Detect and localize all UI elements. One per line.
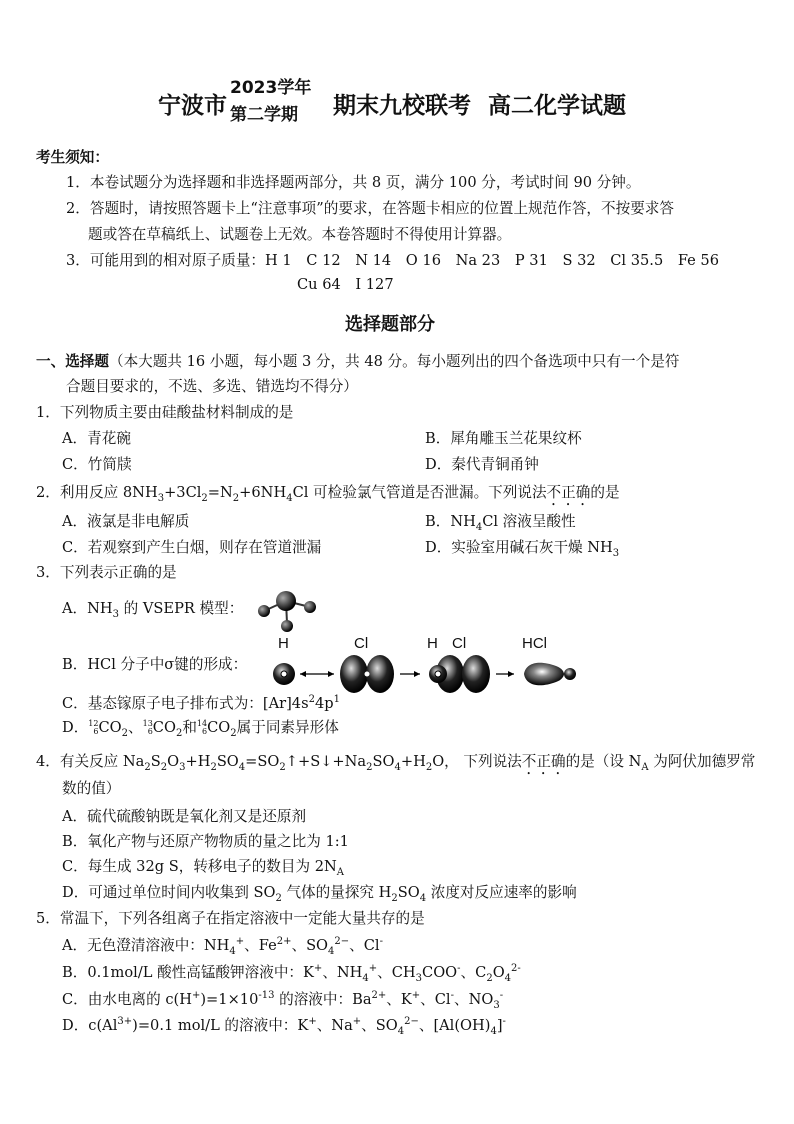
q3-option-a-text: A．NH [62, 600, 113, 617]
diagram-label-h: H [278, 635, 289, 652]
q5-option-d: D．$c(Al^{3+})=0.1$ mol/L 的溶液中：K+、Na+、$SO_4^{2-}$、$[Al(OH)_4]^-$ [62, 1016, 506, 1037]
q5-option-c: C．由水电离的 $c(H^+)=1\times 10^{-13}$ 的溶液中：$Ba^{2+}$、K+、Cl-、$NO_3^-$ [62, 990, 504, 1011]
q2-stem-end: 的是 [590, 484, 620, 501]
notice-item-num: 3． [66, 252, 90, 269]
q3-option-c-text: C．基态镓原子电子排布式为：[Ar]4s [62, 695, 309, 712]
q4-stem-mid: 下列说法 [458, 753, 522, 770]
q4-emphasis: 不正确 [521, 753, 566, 770]
notice-item-2 [66, 202, 674, 217]
q4-stem-end: 的是（设 N [565, 753, 642, 770]
title-subject: 高二化学试题 [488, 93, 626, 119]
q1-option-d: D．秦代青铜甬钟 [425, 456, 539, 473]
sigma-bond-diagram [270, 652, 580, 696]
q2-option-b-text: Cl 溶液呈酸性 [482, 513, 576, 530]
notice-item-1 [66, 176, 640, 191]
section-title: 选择题部分 [345, 314, 435, 335]
q2-option-d: D．实验室用碱石灰干燥 $NH_3$ [425, 539, 620, 559]
q2-option-c: C．若观察到产生白烟，则存在管道泄漏 [62, 539, 322, 556]
notice-item-2-cont: 题或答在草稿纸上、试题卷上无效。本卷答题时不得使用计算器。 [88, 226, 512, 243]
diagram-label-h2: H [427, 635, 438, 652]
notice-item-text: 可能用到的相对原子质量：H 1 C 12 N 14 O 16 Na 23 P 31 S 32 Cl 35.5 Fe 56 [89, 252, 719, 269]
q2-option-d-text: D．实验室用碱石灰干燥 NH [425, 539, 613, 556]
q1-option-b: B．犀角雕玉兰花果纹杯 [425, 430, 582, 447]
q5-option-c-text: C．由水电离的 c(H [62, 991, 192, 1008]
notice-item-num: 1． [66, 174, 90, 191]
q2-option-b: B．$NH_4Cl$ 溶液呈酸性 [425, 513, 576, 533]
q2-option-a: A．液氯是非电解质 [62, 513, 190, 530]
q5-option-a: A．无色澄清溶液中：$NH_4^+$、$Fe^{2+}$、$SO_4^{2-}$、Cl- [62, 936, 383, 957]
vsepr-model-image [250, 585, 330, 635]
q1-option-a: A．青花碗 [62, 430, 131, 447]
q4-stem-pre: 4．有关反应 Na [36, 753, 145, 770]
q4-stem-cont: 数的值） [62, 780, 121, 797]
q4-option-b: B．氧化产物与还原产物物质的量之比为 1:1 [62, 833, 349, 850]
title-term: 第二学期 [230, 105, 298, 125]
q3-stem: 3．下列表示正确的是 [36, 564, 177, 581]
title-year: 2023学年 [230, 78, 312, 98]
q2-stem: 2．利用反应 $8NH_3+3Cl_2=N_2+6NH_4Cl$ 可检验氯气管道是否泄漏。下列说法不正确的是 [36, 484, 620, 504]
q3-option-b: B．HCl 分子中σ键的形成： [62, 656, 248, 673]
notice-item-text: 答题时，请按照答题卡上“注意事项”的要求，在答题卡相应的位置上规范作答，不按要求答 [89, 200, 674, 217]
title-exam: 期末九校联考 [333, 93, 471, 119]
q4-option-d-mid: 气体的量探究 H [281, 884, 392, 901]
q1-option-c: C．竹简牍 [62, 456, 132, 473]
diagram-label-cl2: Cl [452, 635, 467, 652]
diagram-label-cl: Cl [354, 635, 369, 652]
q1-stem: 1．下列物质主要由硅酸盐材料制成的是 [36, 404, 294, 421]
q5-stem: 5．常温下，下列各组离子在指定溶液中一定能大量共存的是 [36, 910, 425, 927]
q3-option-a-rest: 的 VSEPR 模型： [119, 600, 244, 617]
q4-option-d: D．可通过单位时间内收集到 $SO_2$ 气体的量探究 $H_2SO_4$ 浓度对反应速率的影响 [62, 884, 577, 904]
diagram-label-hcl: HCl [522, 635, 547, 652]
part1-heading [36, 355, 679, 370]
q4-stem: 4．有关反应 $Na_2S_2O_3+H_2SO_4=SO_2↑+S↓+Na_2SO_4+H_2O$， 下列说法不正确的是（设 $N_A$ 为阿伏加德罗常 [36, 753, 756, 773]
q3-option-c: C．基态镓原子电子排布式为：$[Ar]4s^24p^1$ [62, 694, 340, 712]
q2-emphasis: 不正确 [546, 484, 591, 501]
notice-item-text: 本卷试题分为选择题和非选择题两部分，共 8 页，满分 100 分，考试时间 90 分钟。 [89, 174, 641, 191]
notice-heading: 考生须知： [36, 149, 109, 166]
q4-option-a: A．硫代硫酸钠既是氧化剂又是还原剂 [62, 808, 307, 825]
part1-label: 一、选择题 [36, 353, 109, 370]
notice-item-3 [66, 254, 719, 269]
q5-option-b: B．0.1mol/L 酸性高锰酸钾溶液中：K+、$NH_4^+$、$CH_3COO^-$、$C_2O_4^{2-}$ [62, 963, 521, 984]
q4-option-c-text: C．每生成 32g S，转移电子的数目为 2N [62, 858, 337, 875]
q4-stem-end2: 为阿伏加德罗常 [648, 753, 756, 770]
q3-option-a: A．$NH_3$ 的 VSEPR 模型： [62, 600, 244, 620]
part1-cont: 合题目要求的，不选、多选、错选均不得分） [66, 378, 358, 395]
notice-item-3-cont: Cu 64 I 127 [297, 276, 394, 293]
q4-option-d-end: 浓度对反应速率的影响 [426, 884, 577, 901]
q4-option-d-pre: D．可通过单位时间内收集到 SO [62, 884, 276, 901]
q4-option-c: C．每生成 32g S，转移电子的数目为 $2N_A$ [62, 858, 345, 878]
q5-option-b-text: B．0.1mol/L 酸性高锰酸钾溶液中：K [62, 964, 314, 981]
notice-item-num: 2． [66, 200, 90, 217]
q3-option-d: D．12 $6CO_2$、13 $6CO_2$和14 $6CO_2$属于同素异形体 [62, 719, 339, 739]
part1-text: （本大题共 16 小题，每小题 3 分，共 48 分。每小题列出的四个备选项中只有一个是符 [108, 353, 680, 370]
q5-option-a-text: A．无色澄清溶液中：NH [62, 937, 230, 954]
q2-stem-pre: 2．利用反应 8NH [36, 484, 158, 501]
q5-option-d-text: D．c(Al [62, 1017, 118, 1034]
title-city: 宁波市 [158, 93, 227, 119]
q3-option-d-text: 属于同素异形体 [236, 719, 339, 736]
q2-stem-post: 可检验氯气管道是否泄漏。下列说法 [308, 484, 547, 501]
